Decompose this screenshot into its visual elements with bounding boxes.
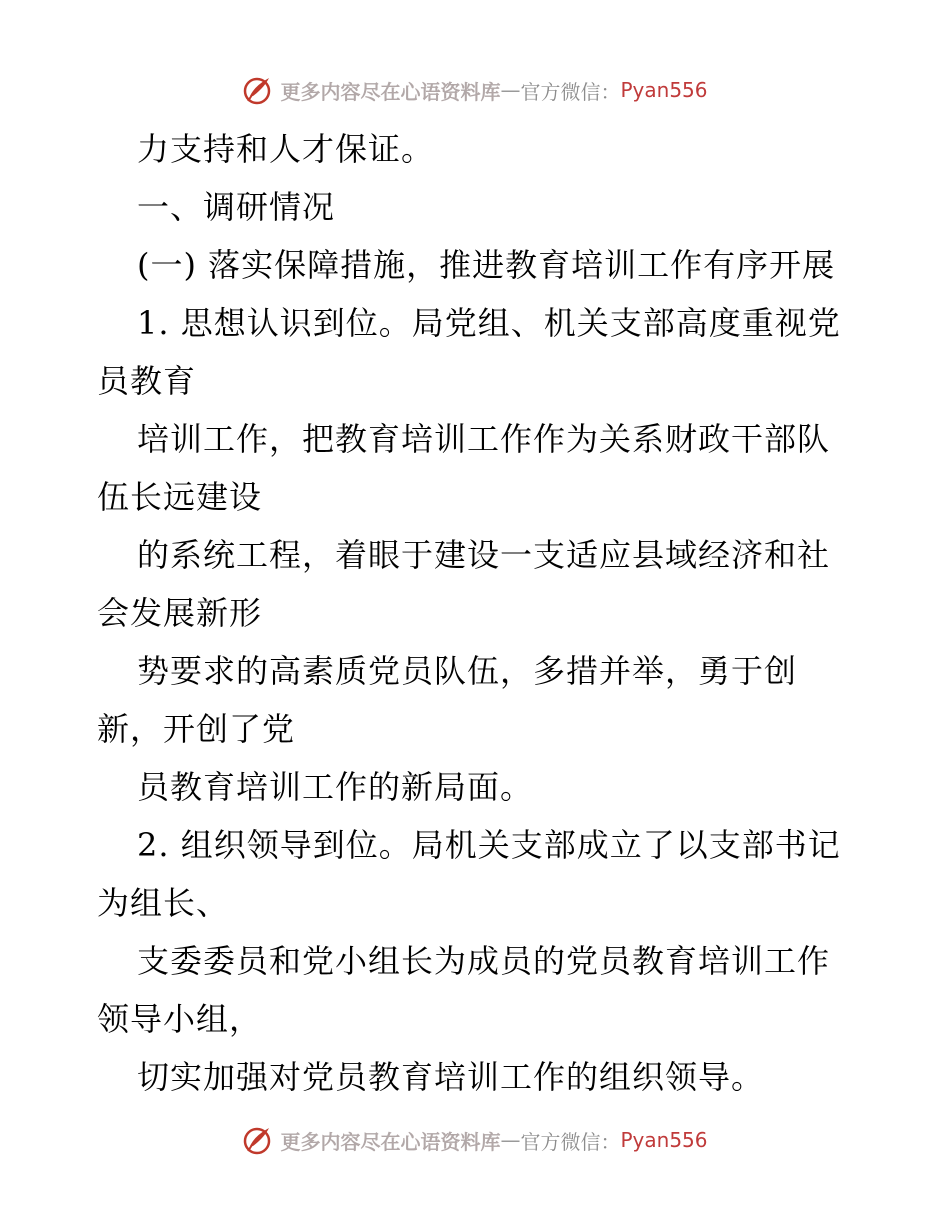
text-line: 员教育培训工作的新局面。 [137, 768, 534, 806]
watermark-id: Pyan556 [620, 78, 708, 102]
watermark-official-label: 官方微信： [520, 79, 621, 104]
text-line: 为组长、 [97, 884, 230, 922]
watermark-dash: — [500, 78, 521, 102]
text-line: 2. 组织领导到位。局机关支部成立了以支部书记 [137, 826, 841, 864]
text-line: 1. 思想认识到位。局党组、机关支部高度重视党 [137, 304, 841, 342]
text-line: 培训工作，把教育培训工作作为关系财政干部队 [137, 420, 831, 458]
text-line: 支委委员和党小组长为成员的党员教育培训工作 [137, 942, 831, 980]
text-line: 力支持和人才保证。 [137, 130, 435, 168]
text-line: 新，开创了党 [97, 710, 296, 748]
quill-logo-icon [242, 1124, 274, 1156]
watermark-main-text: 更多内容尽在心语资料库 [280, 79, 501, 104]
watermark-dash: — [500, 1128, 521, 1152]
footer-watermark [0, 1120, 950, 1160]
watermark-id: Pyan556 [620, 1128, 708, 1152]
document-body [97, 120, 857, 1106]
text-line: 会发展新形 [97, 594, 263, 632]
text-line: 领导小组， [97, 1000, 263, 1038]
text-line: 员教育 [97, 362, 197, 400]
watermark-official-label: 官方微信： [520, 1129, 621, 1154]
header-watermark [0, 70, 950, 110]
watermark-main-text: 更多内容尽在心语资料库 [280, 1129, 501, 1154]
text-line: 的系统工程，着眼于建设一支适应县域经济和社 [137, 536, 831, 574]
text-line: 势要求的高素质党员队伍，多措并举，勇于创 [137, 652, 798, 690]
text-line: 伍长远建设 [97, 478, 263, 516]
subsection-heading: (一) 落实保障措施，推进教育培训工作有序开展 [137, 246, 836, 284]
text-line: 切实加强对党员教育培训工作的组织领导。 [137, 1058, 765, 1096]
section-heading: 一、调研情况 [137, 188, 336, 226]
quill-logo-icon [242, 74, 274, 106]
